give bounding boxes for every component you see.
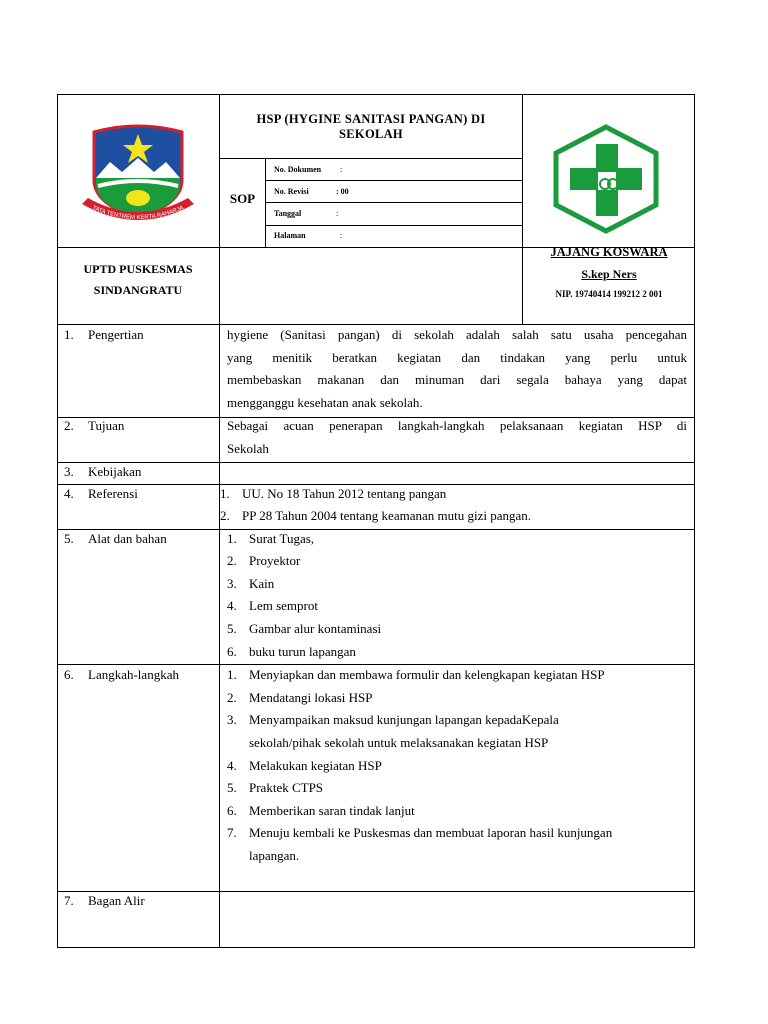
list-item: 5. Praktek CTPS [227, 780, 324, 795]
list-item: 1. Menyiapkan dan membawa formulir dan kelengkapan kegiatan HSP [227, 667, 605, 682]
doc-field-value: : 00 [336, 187, 349, 196]
signatory-name: JAJANG KOSWARA [550, 245, 668, 259]
divider [219, 158, 522, 159]
doc-field-label: Tanggal [274, 209, 302, 218]
regency-crest-logo [76, 118, 200, 230]
doc-field-value: : [340, 231, 343, 240]
signatory-nip: NIP. 19740414 199212 2 001 [555, 289, 663, 299]
list-item: 5. Gambar alur kontaminasi [227, 621, 382, 636]
list-item-continuation: lapangan. [249, 848, 300, 863]
doc-field-label: No. Revisi [274, 187, 309, 196]
list-item: 4. Melakukan kegiatan HSP [227, 758, 382, 773]
list-item: 4. Lem semprot [227, 598, 318, 613]
list-item: 1. Surat Tugas, [227, 531, 315, 546]
logo-motto: TATA TENTREM KERTA RAHARJA [91, 205, 185, 222]
document-title: HSP (HYGINE SANITASI PANGAN) DI SEKOLAH [256, 112, 486, 141]
row-label-alat: 5. Alat dan bahan [64, 531, 167, 546]
doc-field-value: : [336, 209, 339, 218]
list-item: 6. buku turun lapangan [227, 644, 356, 659]
row-label-tujuan: 2. Tujuan [64, 418, 125, 433]
doc-field-label: Halaman [274, 231, 306, 240]
list-item: 3. Kain [227, 576, 275, 591]
puskesmas-logo [552, 124, 660, 234]
signatory-title: S.kep Ners [581, 267, 637, 281]
list-item: 7. Menuju kembali ke Puskesmas dan membuat laporan hasil kunjungan [227, 825, 613, 840]
divider [265, 225, 522, 226]
list-item: 3. Menyampaikan maksud kunjungan lapangan kepadaKepala [227, 712, 559, 727]
row-label-referensi: 4. Referensi [64, 486, 138, 501]
row-label-langkah: 6. Langkah-langkah [64, 667, 179, 682]
pengertian-text: hygiene (Sanitasi pangan) di sekolah adalah salah satu usaha pencegahan yang menitik beratkan kegiatan dan tindakan yang perlu untuk membebaskan makanan dan minuman dari segala bahaya yang dapat mengganggu kesehatan anak sekolah. [227, 327, 687, 410]
organization-name: UPTD PUSKESMAS SINDANGRATU [83, 262, 193, 297]
list-item-continuation: sekolah/pihak sekolah untuk melaksanakan kegiatan HSP [249, 735, 549, 750]
row-label-kebijakan: 3. Kebijakan [64, 464, 142, 479]
list-item: 1. UU. No 18 Tahun 2012 tentang pangan [220, 486, 447, 501]
list-item: 2. Mendatangi lokasi HSP [227, 690, 373, 705]
divider [57, 484, 695, 485]
row-label-bagan: 7. Bagan Alir [64, 893, 145, 908]
tujuan-text: Sebagai acuan penerapan langkah-langkah pelaksanaan kegiatan HSP di Sekolah [227, 418, 687, 456]
row-label-pengertian: 1. Pengertian [64, 327, 144, 342]
divider [57, 462, 695, 463]
doc-field-label: No. Dokumen [274, 165, 322, 174]
divider [57, 529, 695, 530]
list-item: 2. Proyektor [227, 553, 301, 568]
divider [57, 664, 695, 665]
list-item: 6. Memberikan saran tindak lanjut [227, 803, 415, 818]
sop-label: SOP [229, 191, 256, 206]
divider [265, 202, 522, 203]
divider [57, 891, 695, 892]
list-item: 2. PP 28 Tahun 2004 tentang keamanan mutu gizi pangan. [220, 508, 532, 523]
divider [265, 180, 522, 181]
doc-field-value: : [340, 165, 343, 174]
